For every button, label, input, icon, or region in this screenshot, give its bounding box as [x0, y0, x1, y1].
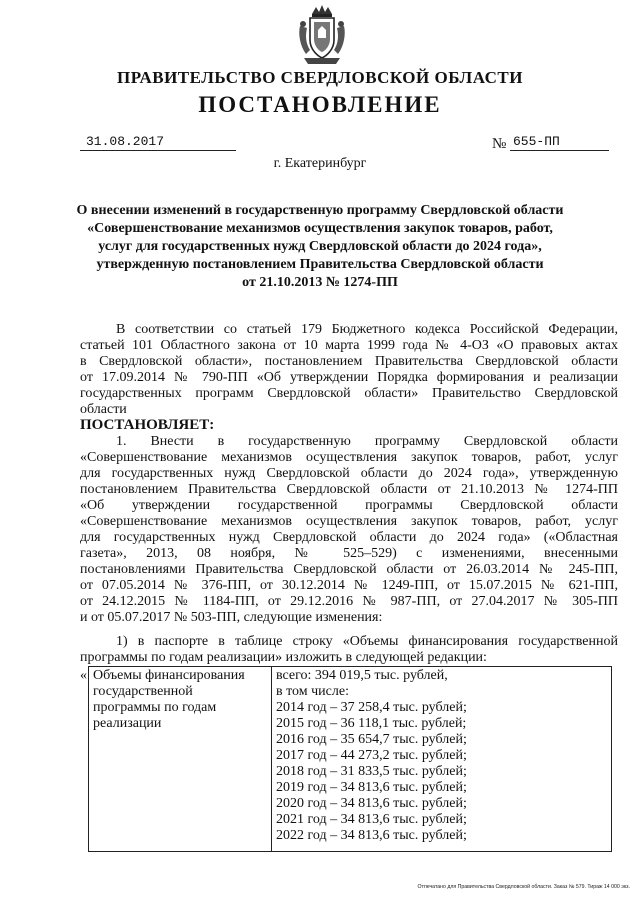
cell-line: реализации: [93, 716, 162, 731]
text-line: постановлением Правительства Свердловской области от 21.10.2013 № 1274-ПП: [80, 482, 618, 497]
text-line: 1. Внести в государственную программу Свердловской области: [116, 434, 618, 449]
cell-line: 2019 год – 34 813,6 тыс. рублей;: [276, 780, 467, 795]
table-cell-label: [89, 667, 272, 852]
table-cell-values: [272, 667, 612, 852]
financing-table: [88, 666, 612, 852]
cell-line: в том числе:: [276, 684, 349, 699]
coat-of-arms-icon: [296, 4, 348, 66]
text-line: от 24.12.2015 № 1184-ПП, от 29.12.2016 № 987-ПП, от 27.04.2017 № 305-ПП: [80, 594, 618, 609]
document-title: [60, 202, 580, 292]
title-line: от 21.10.2013 № 1274-ПП: [242, 275, 398, 290]
title-line: утвержденную постановлением Правительства Свердловской области: [96, 257, 544, 272]
cell-line: 2021 год – 34 813,6 тыс. рублей;: [276, 812, 467, 827]
text-line: газета», 2013, 08 ноября, № 525–529) с изменениями, внесенными: [80, 546, 618, 561]
cell-line: 2014 год – 37 258,4 тыс. рублей;: [276, 700, 467, 715]
text-line: «Совершенствование механизмов осуществления закупок товаров, работ, услуг: [80, 514, 618, 529]
cell-line: 2016 год – 35 654,7 тыс. рублей;: [276, 732, 467, 747]
text-line: программы по годам реализации» изложить в следующей редакции:: [80, 650, 487, 665]
text-line: В соответствии со статьей 179 Бюджетного кодекса Российской Федерации,: [116, 322, 618, 337]
title-line: «Совершенствование механизмов осуществления закупок товаров, работ,: [87, 221, 553, 236]
text-line: «Об утверждении государственной программы Свердловской области: [80, 498, 618, 513]
cell-line: 2015 год – 36 118,1 тыс. рублей;: [276, 716, 467, 731]
text-line: 1) в паспорте в таблице строку «Объемы финансирования государственной: [116, 634, 618, 649]
cell-line: Объемы финансирования: [93, 668, 245, 683]
city: г. Екатеринбург: [273, 156, 367, 171]
document-type: ПОСТАНОВЛЕНИЕ: [198, 92, 442, 117]
cell-line: 2022 год – 34 813,6 тыс. рублей;: [276, 828, 467, 843]
text-line: постановлениями Правительства Свердловской области от 26.03.2014 № 245-ПП,: [80, 562, 618, 577]
text-line: от 07.05.2014 № 376-ПП, от 30.12.2014 № 1249-ПП, от 15.07.2015 № 621-ПП,: [80, 578, 618, 593]
text-line: от 17.09.2014 № 790-ПП «Об утверждении Порядка формирования и реализации: [80, 370, 618, 385]
text-line: государственных программ Свердловской области» Правительство Свердловской: [80, 386, 618, 401]
text-line: для государственных нужд Свердловской области до 2024 года» («Областная: [80, 530, 618, 545]
cell-line: программы по годам: [93, 700, 217, 715]
print-note: Отпечатано для Правительства Свердловской области. Заказ № 579. Тираж 14 000 экз.: [417, 884, 630, 890]
text-line: для государственных нужд Свердловской области до 2024 года», утвержденную: [80, 466, 618, 481]
text-line: области: [80, 402, 127, 417]
text-line: статьей 101 Областного закона от 10 марта 1999 года № 4-ОЗ «О правовых актах: [80, 338, 618, 353]
open-quote: «: [80, 668, 87, 683]
number-label: №: [492, 136, 507, 152]
text-line: и от 05.07.2017 № 503-ПП, следующие изменения:: [80, 610, 383, 625]
title-line: услуг для государственных нужд Свердловской области до 2024 года»,: [98, 239, 542, 254]
document-date: 31.08.2017: [80, 134, 236, 151]
cell-line: 2020 год – 34 813,6 тыс. рублей;: [276, 796, 467, 811]
text-line: в Свердловской области», постановлением Правительства Свердловской области: [80, 354, 618, 369]
cell-line: 2017 год – 44 273,2 тыс. рублей;: [276, 748, 467, 763]
cell-line: всего: 394 019,5 тыс. рублей,: [276, 668, 448, 683]
government-name: ПРАВИТЕЛЬСТВО СВЕРДЛОВСКОЙ ОБЛАСТИ: [117, 68, 523, 87]
decree-word: ПОСТАНОВЛЯЕТ:: [80, 417, 215, 433]
table-row: [89, 667, 612, 852]
text-line: «Совершенствование механизмов осуществления закупок товаров, работ, услуг: [80, 450, 618, 465]
subitem-1-paragraph: [80, 634, 618, 666]
preamble-paragraph: [80, 322, 618, 418]
item-1-paragraph: [80, 434, 618, 626]
cell-line: государственной: [93, 684, 193, 699]
title-line: О внесении изменений в государственную программу Свердловской области: [76, 203, 564, 218]
cell-line: 2018 год – 31 833,5 тыс. рублей;: [276, 764, 467, 779]
document-number: 655-ПП: [510, 134, 609, 151]
